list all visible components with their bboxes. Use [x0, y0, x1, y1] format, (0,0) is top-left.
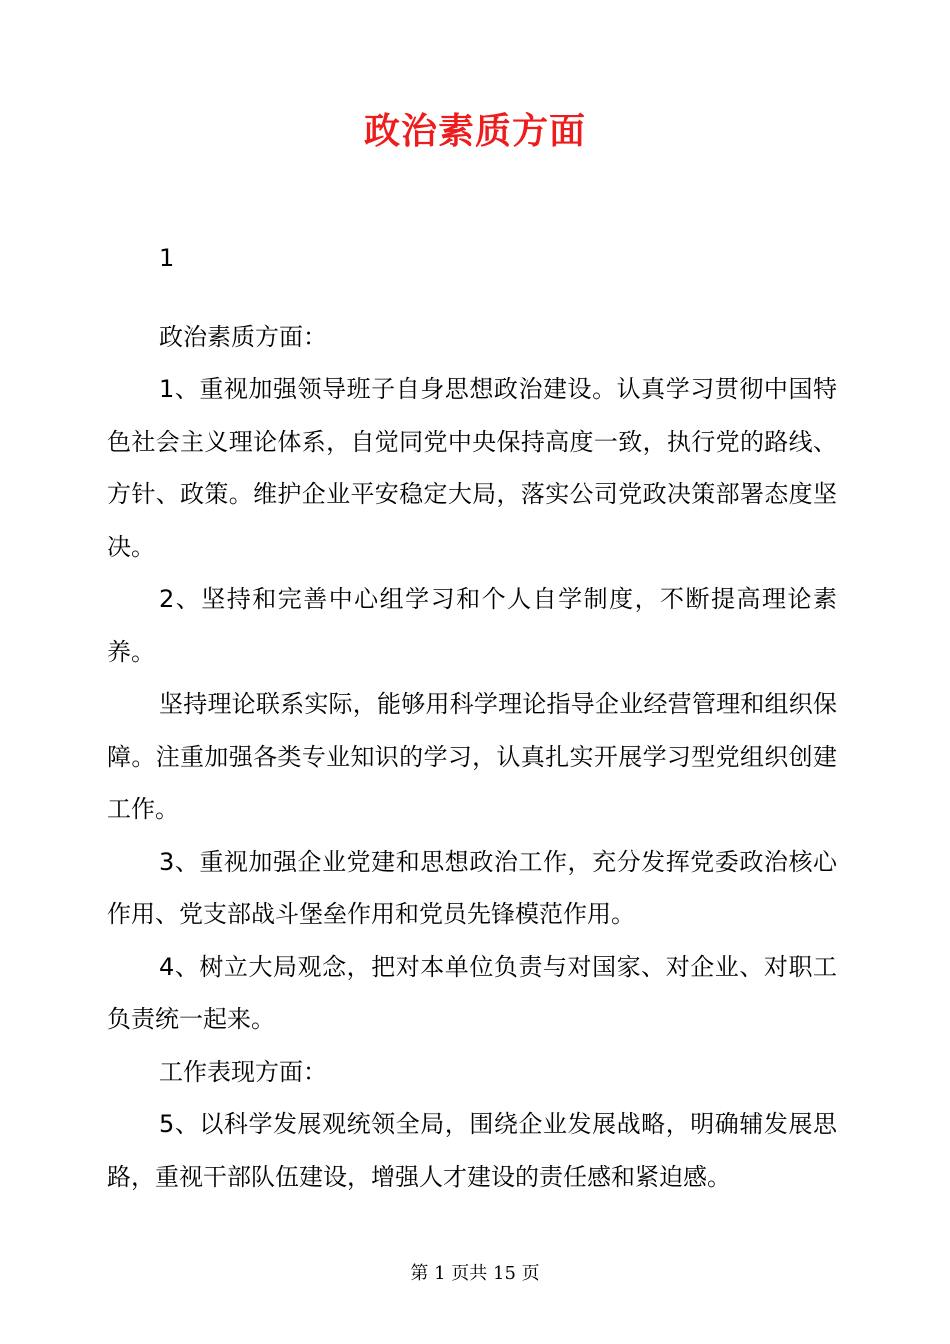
paragraph: 2、坚持和完善中心组学习和个人自学制度，不断提高理论素养。	[107, 585, 837, 666]
paragraph: 4、树立大局观念，把对本单位负责与对国家、对企业、对职工负责统一起来。	[107, 952, 837, 1033]
paragraph: 1	[159, 244, 175, 272]
paragraph: 1、重视加强领导班子自身思想政治建设。认真学习贯彻中国特色社会主义理论体系，自觉同党中央保持高度一致，执行党的路线、方针、政策。维护企业平安稳定大局，落实公司党政决策部署态度坚决。	[107, 375, 837, 561]
page-footer: 第 1 页共 15 页	[410, 1263, 540, 1284]
document-body	[107, 232, 837, 1203]
paragraph: 政治素质方面：	[159, 322, 327, 351]
document-title: 政治素质方面	[363, 111, 586, 152]
paragraph: 坚持理论联系实际，能够用科学理论指导企业经营管理和组织保障。注重加强各类专业知识的学习，认真扎实开展学习型党组织创建工作。	[107, 690, 837, 823]
paragraph: 5、以科学发展观统领全局，围绕企业发展战略，明确辅发展思路，重视干部队伍建设，增强人才建设的责任感和紧迫感。	[107, 1110, 837, 1191]
paragraph: 工作表现方面：	[159, 1057, 327, 1086]
paragraph: 3、重视加强企业党建和思想政治工作，充分发挥党委政治核心作用、党支部战斗堡垒作用和党员先锋模范作用。	[107, 847, 837, 928]
